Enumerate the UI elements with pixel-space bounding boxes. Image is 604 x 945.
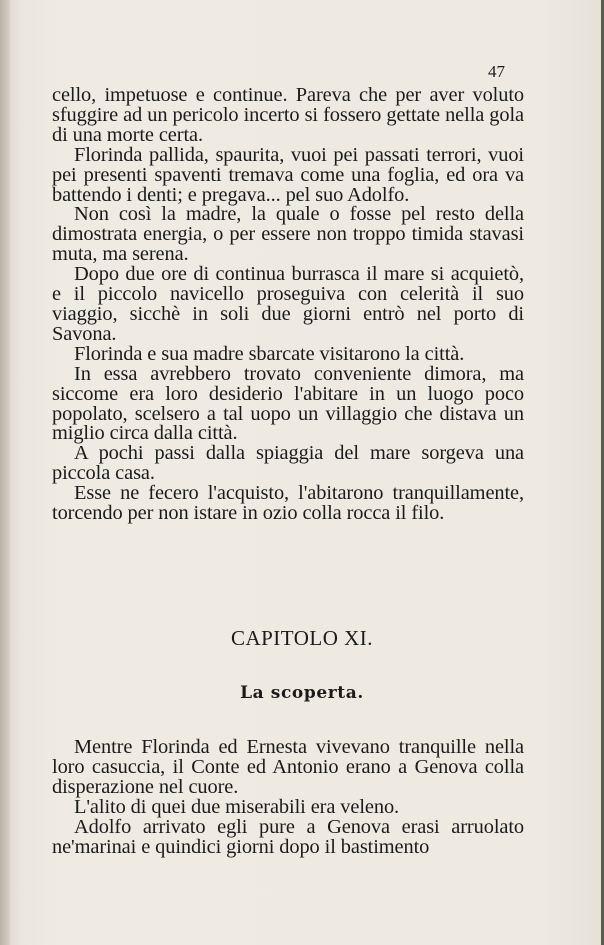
paragraph: cello, impetuose e continue. Pareva che per aver voluto sfuggire ad un pericolo incerto si fossero gettate nella gola di una morte certa. xyxy=(52,84,524,146)
paragraph: Dopo due ore di continua burrasca il mare si acquietò, e il piccolo navicello proseguiva con celerità il suo viaggio, sicchè in soli due giorni entrò nel porto di Savona. xyxy=(52,263,524,345)
chapter-title: CAPITOLO XI. xyxy=(230,626,374,650)
chapter-subtitle: La scoperta. xyxy=(240,683,364,703)
paragraph: L'alito di quei due miserabili era veleno. xyxy=(74,795,400,818)
body-text-top xyxy=(52,86,524,524)
paragraph: Adolfo arrivato egli pure a Genova erasi arruolato ne'marinai e quindici giorni dopo il bastimento xyxy=(52,815,524,858)
paragraph: Florinda pallida, spaurita, vuoi pei passati terrori, vuoi pei presenti spaventi tremava come una foglia, ed ora va battendo i denti; e pregava... pel suo Adolfo. xyxy=(52,143,524,206)
paragraph: Esse ne fecero l'acquisto, l'abitarono tranquillamente, torcendo per non istare in ozio colla rocca il filo. xyxy=(52,482,524,525)
page-number: 47 xyxy=(488,62,505,81)
paragraph: Florinda e sua madre sbarcate visitarono la città. xyxy=(74,342,465,365)
body-text-bottom xyxy=(52,738,524,857)
paragraph: Non così la madre, la quale o fosse pel resto della dimostrata energia, o per essere non troppo timida stavasi muta, ma serena. xyxy=(52,203,524,266)
paragraph: Mentre Florinda ed Ernesta vivevano tranquille nella loro casuccia, il Conte ed Antonio erano a Genova colla disperazione nel cuore. xyxy=(52,736,524,798)
paragraph: A pochi passi dalla spiaggia del mare sorgeva una piccola casa. xyxy=(52,442,524,485)
page-gutter-shadow xyxy=(0,0,10,945)
paragraph: In essa avrebbero trovato conveniente dimora, ma siccome era loro desiderio l'abitare in un luogo poco popolato, scelsero a tal uopo un villaggio che distava un miglio circa dalla città. xyxy=(52,362,524,445)
